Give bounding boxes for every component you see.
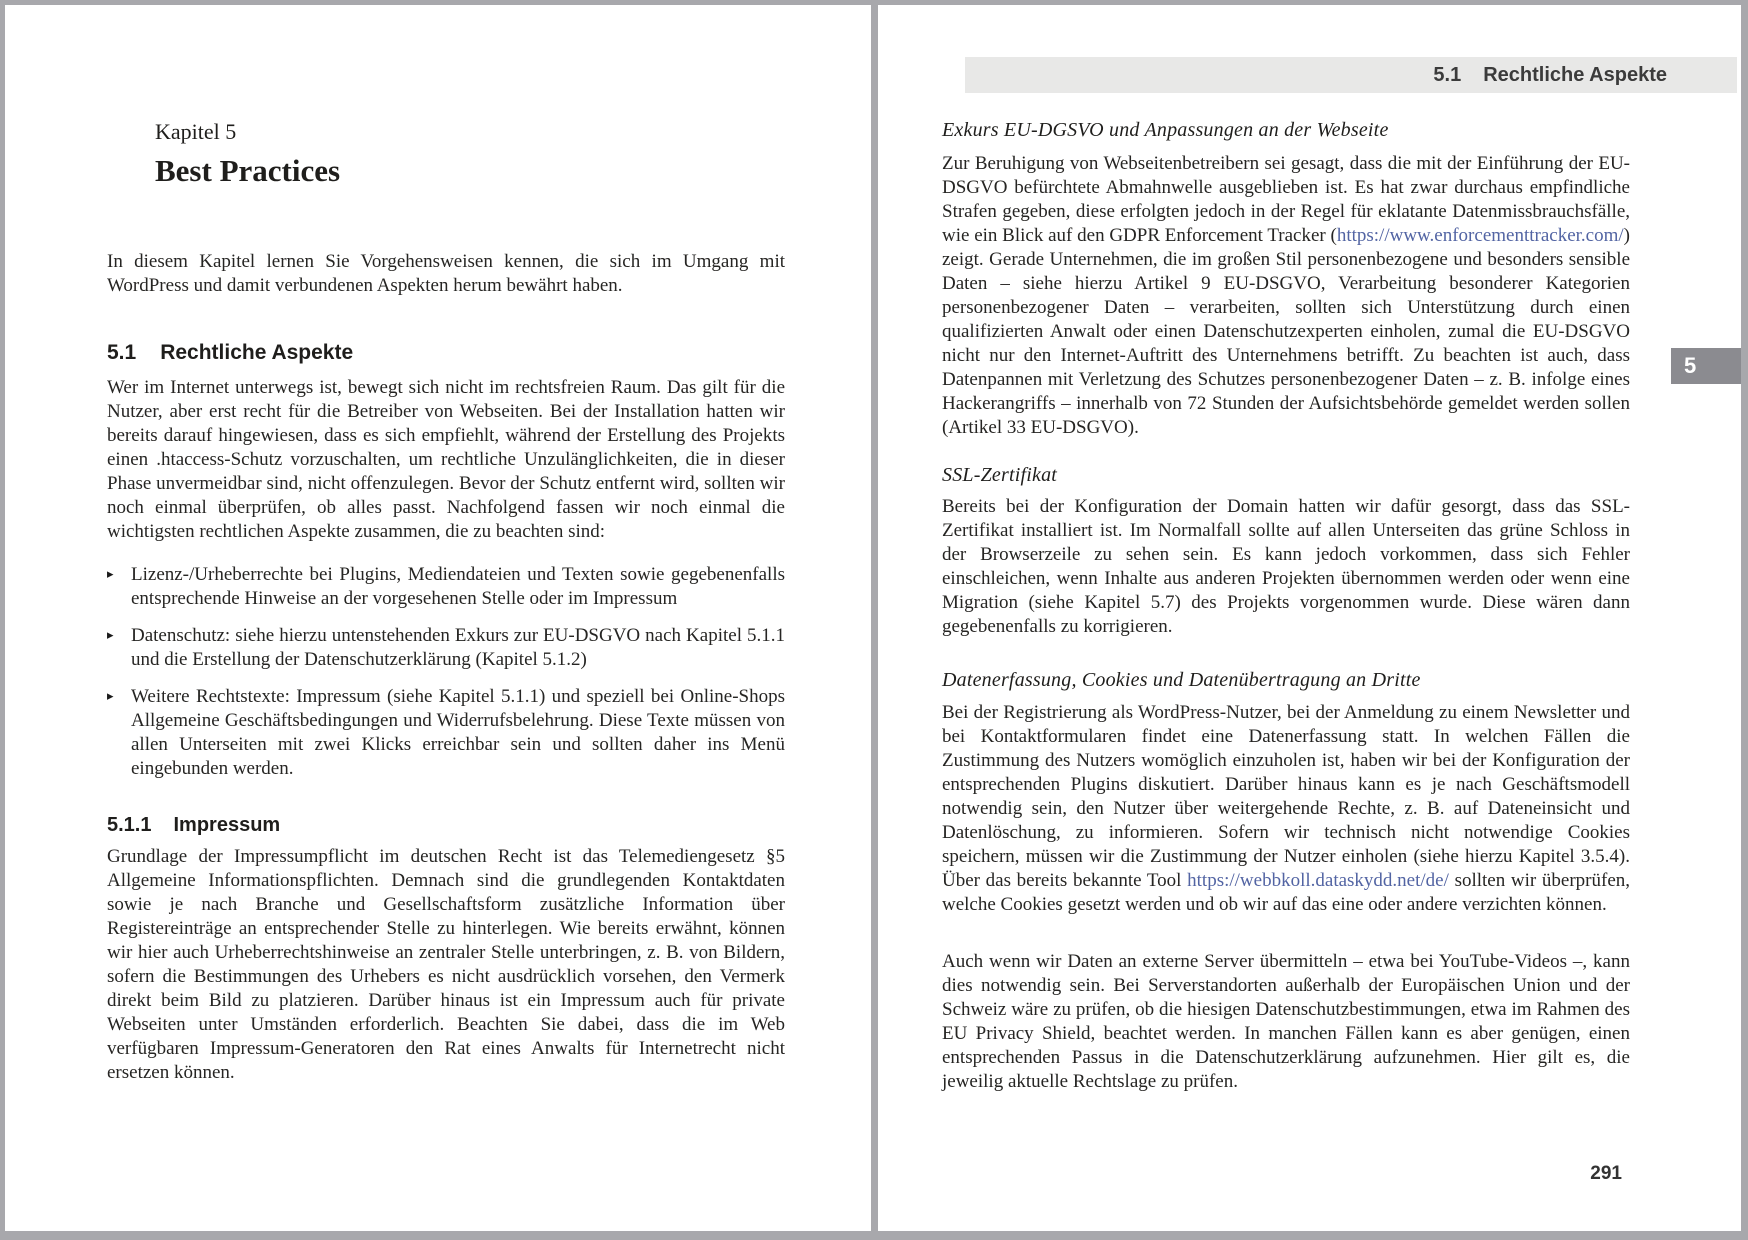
paragraph-text: Zur Beruhigung von Webseitenbetreibern sei gesagt, dass die mit der Einführung der EU-DSGVO befürchtete Abmahnwelle ausgeblieben ist. Es hat zwar durchaus empfindliche Strafen gegeben, diese erfolgten jedoch in der Regel für eklatante Datenmissbrauchsfälle, wie ein Blick auf den GDPR Enforcement Tracker (: [942, 153, 1630, 246]
chapter-kicker: Kapitel 5: [155, 119, 237, 144]
ssl-paragraph: Bereits bei der Konfiguration der Domain hatten wir dafür gesorgt, dass das SSL-Zertifikat installiert ist. Im Normalfall sollte auf allen Unterseiten das grüne Schloss in der Browserzeile zu sehen sein. Es kann jedoch vorkommen, dass sich Fehler einschleichen, wenn Inhalte aus anderen Projekten übernommen werden oder wenn eine Migration (siehe Kapitel 5.7) des Projekts vorgenommen wurde. Diese wären dann gegebenenfalls zu korrigieren.: [942, 496, 1630, 637]
paragraph-text: Bei der Registrierung als WordPress-Nutzer, bei der Anmeldung zu einem Newsletter und bei Kontaktformularen findet eine Datenerfassung statt. In welchen Fällen die Zustimmung des Nutzers womöglich einzuholen ist, haben wir bei der Konfiguration der entsprechenden Plugins diskutiert. Darüber hinaus kann es je nach Geschäftsmodell notwendig sein, den Nutzer über weitergehende Rechte, z. B. auf Dateneinsicht und Datenlöschung, zu informieren. Sofern wir technisch nicht notwendige Cookies speichern, müssen wir die Zustimmung der Nutzer einholen (siehe hierzu Kapitel 3.5.4). Über das bereits bekannte Tool: [942, 702, 1630, 891]
exkurs-heading: Exkurs EU-DGSVO und Anpassungen an der Webseite: [942, 119, 1389, 141]
running-header: [965, 57, 1737, 93]
subsection-number: 5.1.1: [107, 814, 152, 836]
frame-right-edge: [1741, 0, 1748, 1240]
list-item-text: Lizenz-/Urheberrechte bei Plugins, Mediendateien und Texten sowie gegebenenfalls entsprechende Hinweise an der vorgesehenen Stelle oder im Impressum: [131, 564, 785, 609]
enforcementtracker-link[interactable]: https://www.enforcementtracker.com/: [1336, 225, 1624, 246]
paragraph-text: ) zeigt. Gerade Unternehmen, die im großen Stil personenbezogene und besonders sensible Daten – siehe hierzu Artikel 9 EU-DSGVO, Verarbeitung besonderer Kategorien personenbezogener Daten – verarbeiten, sollten sich Unterstützung durch einen qualifizierten Anwalt oder einen Datenschutzexperten einholen, zumal die EU-DSGVO nicht nur den Internet-Auftritt des Unternehmens betrifft. Zu beachten ist auch, dass Datenpannen mit Verletzung des Schutzes personenbezogener Daten – z. B. infolge eines Hackerangriffs – innerhalb von 72 Stunden der Aufsichtsbehörde gemeldet werden sollen (Artikel 33 EU-DSGVO).: [942, 225, 1630, 438]
chapter-intro-paragraph: In diesem Kapitel lernen Sie Vorgehensweisen kennen, die sich im Umgang mit WordPress und damit verbundenen Aspekten herum bewährt haben.: [107, 251, 785, 296]
section-intro-paragraph: Wer im Internet unterwegs ist, bewegt sich nicht im rechtsfreien Raum. Das gilt für die Nutzer, aber erst recht für die Betreiber von Webseiten. Bei der Installation hatten wir bereits darauf hingewiesen, dass es sich empfiehlt, während der Erstellung des Projekts einen .htaccess-Schutz vorzuschalten, um rechtliche Unzulänglichkeiten, die in dieser Phase unvermeidbar sind, nicht offenzulegen. Bevor der Schutz entfernt wird, sollten wir noch einmal überprüfen, ob alles passt. Nachfolgend fassen wir noch einmal die wichtigsten rechtlichen Aspekte zusammen, die zu beachten sind:: [107, 377, 785, 542]
section-title: Rechtliche Aspekte: [160, 341, 354, 364]
chapter-title: Best Practices: [155, 153, 341, 188]
legal-aspects-bullet-list: [107, 563, 785, 794]
triangle-bullet-icon: ▸: [107, 689, 114, 704]
section-heading-5-1: [107, 340, 785, 366]
page-gutter: [871, 0, 878, 1240]
impressum-paragraph: Grundlage der Impressumpflicht im deutschen Recht ist das Telemediengesetz §5 Allgemeine Informationspflichten. Demnach sind die grundlegenden Kontaktdaten sowie je nach Branche und Gesellschaftsform zusätzliche Information über Registereinträge an entsprechender Stelle zu hinterlegen. Wie bereits erwähnt, können wir hier auch Urheberrechtshinweise an zentraler Stelle unterbringen, z. B. von Bildern, sofern die Bestimmungen des Urhebers es nicht ausdrücklich vorsehen, den Vermerk direkt beim Bild zu platzieren. Darüber hinaus ist ein Impressum auch für private Webseiten unter Umständen erforderlich. Beachten Sie dabei, dass die im Web verfügbaren Impressum-Generatoren den Rat eines Anwalts für Internetrecht nicht ersetzen können.: [107, 846, 785, 1083]
list-item: [107, 685, 785, 781]
chapter-number-tab: 5: [1671, 348, 1741, 384]
page-number: 291: [1590, 1163, 1622, 1184]
datenerfassung-paragraph: [942, 701, 1630, 917]
list-item: [107, 563, 785, 611]
section-number: 5.1: [107, 341, 137, 364]
triangle-bullet-icon: ▸: [107, 567, 114, 582]
triangle-bullet-icon: ▸: [107, 628, 114, 643]
webbkoll-link[interactable]: https://webbkoll.dataskydd.net/de/: [1187, 870, 1449, 891]
datenerfassung-heading: Datenerfassung, Cookies und Datenübertragung an Dritte: [942, 669, 1421, 691]
exkurs-paragraph: [942, 152, 1630, 440]
external-server-paragraph: Auch wenn wir Daten an externe Server übermitteln – etwa bei YouTube-Videos –, kann dies notwendig sein. Bei Serverstandorten außerhalb der Europäischen Union und der Schweiz wäre zu prüfen, ob die hiesigen Datenschutzbestimmungen, etwa im Rahmen des EU Privacy Shield, beachtet werden. In manchen Fällen kann es aber genügen, einen entsprechenden Passus in die Datenschutzerklärung aufzunehmen. Hier gilt es, die jeweilig aktuelle Rechtslage zu prüfen.: [942, 951, 1630, 1092]
subsection-heading-5-1-1: [107, 813, 785, 838]
ssl-heading: SSL-Zertifikat: [942, 464, 1058, 486]
subsection-title: Impressum: [173, 814, 281, 836]
paragraph-text: sollten wir überprüfen, welche Cookies gesetzt werden und ob wir auf das eine oder andere verzichten können.: [942, 870, 1631, 915]
running-header-title: Rechtliche Aspekte: [1483, 64, 1667, 86]
list-item-text: Datenschutz: siehe hierzu untenstehenden Exkurs zur EU-DSGVO nach Kapitel 5.1.1 und die Erstellung der Datenschutzerklärung (Kapitel 5.1.2): [131, 625, 785, 670]
list-item: [107, 624, 785, 672]
left-page: [5, 5, 871, 1231]
running-header-number: 5.1: [1433, 64, 1462, 86]
right-page: [878, 5, 1741, 1231]
list-item-text: Weitere Rechtstexte: Impressum (siehe Kapitel 5.1.1) und speziell bei Online-Shops Allgemeine Geschäftsbedingungen und Widerrufsbelehrung. Diese Texte müssen von allen Unterseiten mit zwei Klicks erreichbar sein und sollten daher ins Menü eingebunden werden.: [131, 686, 785, 779]
